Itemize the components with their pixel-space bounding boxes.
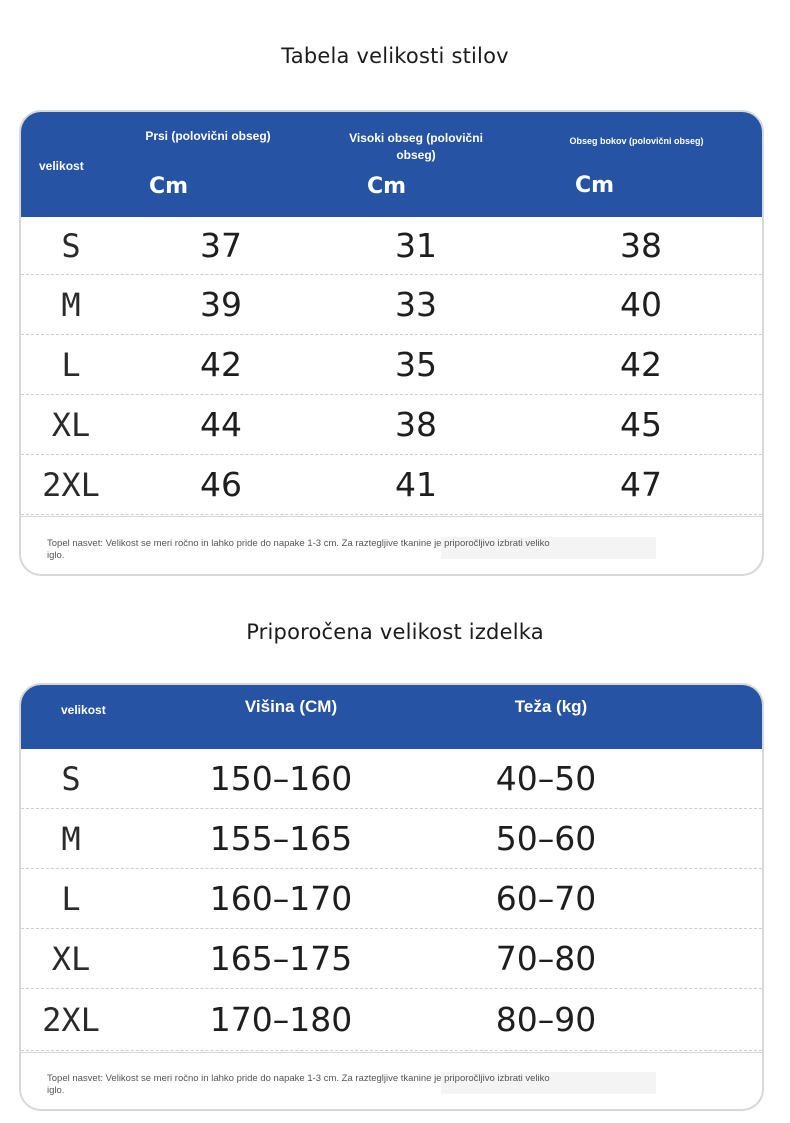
table-row bbox=[21, 217, 762, 275]
weight-value: 40–50 bbox=[495, 759, 597, 798]
recommended-size-title: Priporočena velikost izdelka bbox=[246, 620, 544, 644]
table-row bbox=[21, 989, 762, 1051]
header-hip-unit: Cm bbox=[575, 173, 615, 198]
table-row bbox=[21, 929, 762, 989]
hip-value: 47 bbox=[620, 465, 662, 504]
size-value: XL bbox=[51, 405, 91, 444]
header-size: velikost bbox=[61, 703, 106, 717]
high-waist-value: 35 bbox=[395, 345, 437, 384]
size-table-card bbox=[19, 110, 764, 576]
header-chest: Prsi (polovični obseg) bbox=[145, 129, 271, 143]
size-table-header bbox=[21, 112, 762, 217]
size-value: L bbox=[61, 879, 81, 918]
chest-value: 39 bbox=[200, 285, 242, 324]
table-row bbox=[21, 335, 762, 395]
table-row bbox=[21, 455, 762, 515]
header-chest-unit: Cm bbox=[149, 174, 189, 199]
size-value: 2XL bbox=[42, 465, 100, 504]
size-value: S bbox=[61, 759, 81, 798]
height-value: 150–160 bbox=[209, 759, 353, 798]
weight-value: 70–80 bbox=[495, 939, 597, 978]
weight-value: 60–70 bbox=[495, 879, 597, 918]
height-value: 155–165 bbox=[209, 819, 353, 858]
size-value: S bbox=[61, 226, 81, 265]
size-value: M bbox=[61, 285, 81, 324]
hip-value: 40 bbox=[620, 285, 662, 324]
hip-value: 45 bbox=[620, 405, 662, 444]
chest-value: 44 bbox=[200, 405, 242, 444]
high-waist-value: 38 bbox=[395, 405, 437, 444]
hip-value: 42 bbox=[620, 345, 662, 384]
hip-value: 38 bbox=[620, 226, 662, 265]
height-value: 170–180 bbox=[209, 1000, 353, 1039]
size-table-title: Tabela velikosti stilov bbox=[281, 44, 509, 68]
high-waist-value: 41 bbox=[395, 465, 437, 504]
header-size: velikost bbox=[39, 159, 84, 173]
table-row bbox=[21, 275, 762, 335]
header-height: Višina (CM) bbox=[244, 697, 338, 716]
table-row bbox=[21, 869, 762, 929]
weight-value: 50–60 bbox=[495, 819, 597, 858]
recommended-size-note: Topel nasvet: Velikost se meri ročno in lahko pride do napake 1-3 cm. Za raztegljive tkanine je priporočljivo izbrati veliko iglo. bbox=[47, 1073, 550, 1096]
weight-value: 80–90 bbox=[495, 1000, 597, 1039]
recommended-size-header bbox=[21, 685, 762, 749]
header-hip: Obseg bokov (polovični obseg) bbox=[569, 136, 704, 146]
chest-value: 37 bbox=[200, 226, 242, 265]
recommended-size-card bbox=[19, 683, 764, 1111]
table-row bbox=[21, 809, 762, 869]
size-value: 2XL bbox=[42, 1000, 100, 1039]
header-weight: Teža (kg) bbox=[514, 697, 588, 716]
height-value: 165–175 bbox=[209, 939, 353, 978]
table-row bbox=[21, 395, 762, 455]
height-value: 160–170 bbox=[209, 879, 353, 918]
table-row bbox=[21, 749, 762, 809]
header-high-waist-unit: Cm bbox=[367, 174, 407, 199]
size-value: M bbox=[61, 819, 81, 858]
chest-value: 42 bbox=[200, 345, 242, 384]
size-value: L bbox=[61, 345, 81, 384]
chest-value: 46 bbox=[200, 465, 242, 504]
high-waist-value: 33 bbox=[395, 285, 437, 324]
high-waist-value: 31 bbox=[395, 226, 437, 265]
size-table-note: Topel nasvet: Velikost se meri ročno in lahko pride do napake 1-3 cm. Za raztegljive tkanine je priporočljivo izbrati veliko iglo. bbox=[47, 538, 550, 561]
size-value: XL bbox=[51, 939, 91, 978]
header-high-waist: Visoki obseg (polovični obseg) bbox=[349, 131, 483, 162]
